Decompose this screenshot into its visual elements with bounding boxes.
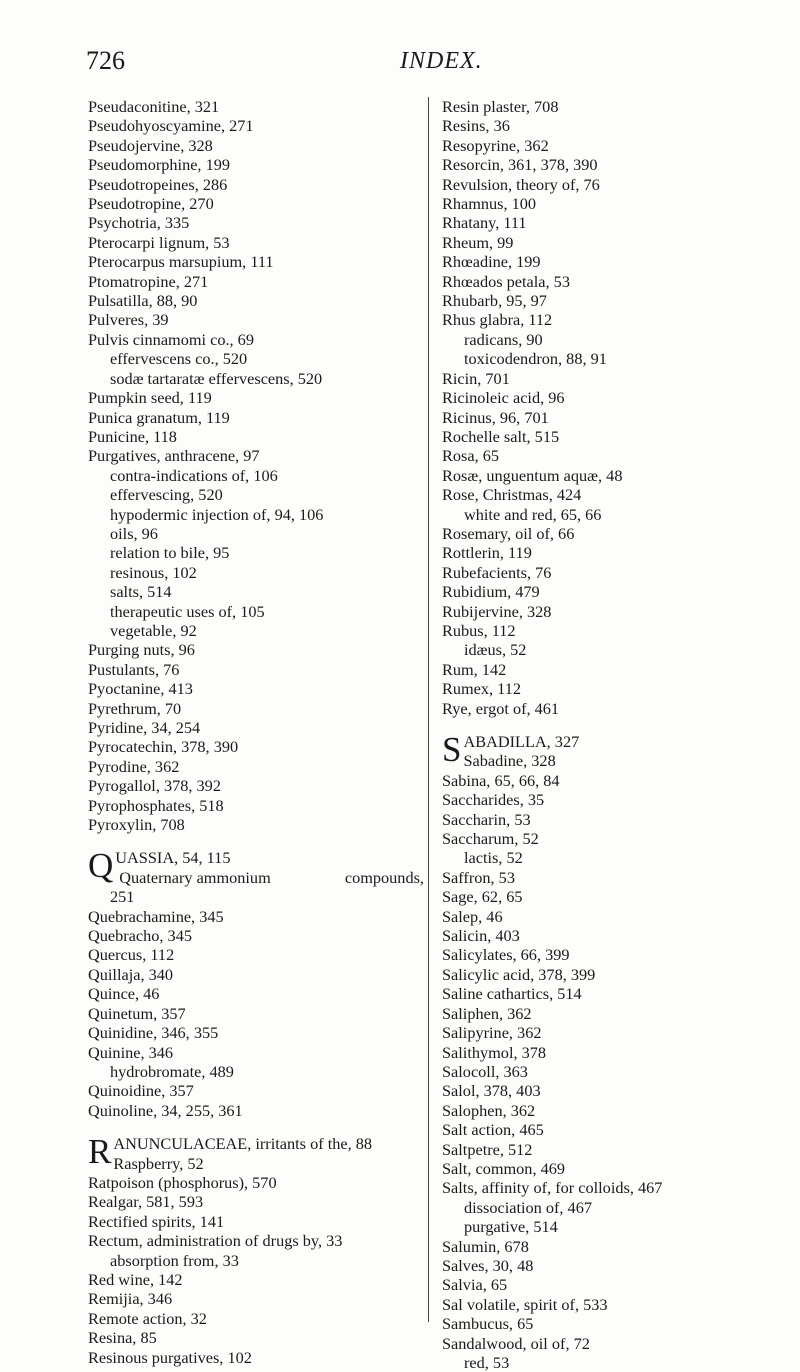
index-entry: Ratpoison (phosphorus), 570 xyxy=(88,1172,277,1192)
index-entry: Saccharides, 35 xyxy=(442,790,545,810)
index-entry: Rye, ergot of, 461 xyxy=(442,698,560,718)
index-entry: toxicodendron, 88, 91 xyxy=(464,349,607,369)
index-entry-raspberry: Raspberry, 52 xyxy=(113,1153,204,1173)
index-entry: Rubidium, 479 xyxy=(442,582,540,602)
index-entry: Resin plaster, 708 xyxy=(442,97,559,116)
index-entry: Ricinus, 96, 701 xyxy=(442,407,549,427)
index-entry: Pseudohyoscyamine, 271 xyxy=(88,116,254,136)
index-entry: Salt action, 465 xyxy=(442,1120,544,1140)
index-entry: Rosæ, unguentum aquæ, 48 xyxy=(442,465,623,485)
index-entry: Revulsion, theory of, 76 xyxy=(442,174,600,194)
index-entry: Rhamnus, 100 xyxy=(442,194,537,214)
q-section xyxy=(88,848,424,1120)
index-entry: Saliphen, 362 xyxy=(442,1003,532,1023)
index-entry: Rhubarb, 95, 97 xyxy=(442,291,547,311)
index-entry: Salts, affinity of, for colloids, 467 xyxy=(442,1178,663,1198)
index-entry: Salumin, 678 xyxy=(442,1236,529,1256)
index-entry: Rumex, 112 xyxy=(442,679,521,699)
index-entry: Salophen, 362 xyxy=(442,1100,536,1120)
index-entry: Sandalwood, oil of, 72 xyxy=(442,1333,590,1353)
index-entry: hypodermic injection of, 94, 106 xyxy=(110,504,324,524)
index-entry: Remijia, 346 xyxy=(88,1289,173,1309)
index-entry: Punica granatum, 119 xyxy=(88,407,230,427)
index-entry: Quercus, 112 xyxy=(88,945,175,965)
index-entry-quaternary-cont: 251 xyxy=(110,887,135,907)
index-entry: Pumpkin seed, 119 xyxy=(88,388,212,408)
index-entry: Salep, 46 xyxy=(442,906,503,926)
index-entry: purgative, 514 xyxy=(464,1217,558,1237)
r-dropcap: R xyxy=(88,1132,112,1172)
index-entry: Pyroxylin, 708 xyxy=(88,815,185,835)
index-entry: Psychotria, 335 xyxy=(88,213,190,233)
index-entry: Quinoline, 34, 255, 361 xyxy=(88,1100,243,1120)
index-entry: Pseudojervine, 328 xyxy=(88,135,213,155)
index-entry-quassia: UASSIA, 54, 115 xyxy=(115,848,231,868)
page-number: 726 xyxy=(86,46,125,75)
index-entry: Sal volatile, spirit of, 533 xyxy=(442,1294,608,1314)
index-entry: Sage, 62, 65 xyxy=(442,887,523,907)
index-entry: Rhœados petala, 53 xyxy=(442,271,570,291)
index-entry: Rosa, 65 xyxy=(442,446,499,466)
index-entry: Rhus glabra, 112 xyxy=(442,310,553,330)
index-entry: Saltpetre, 512 xyxy=(442,1139,533,1159)
index-entry: Sambucus, 65 xyxy=(442,1314,534,1334)
index-entry: Salicin, 403 xyxy=(442,926,520,946)
index-entry: Remote action, 32 xyxy=(88,1308,207,1328)
q-entries-list xyxy=(88,907,424,1120)
index-entry: Saccharin, 53 xyxy=(442,809,531,829)
running-title: INDEX. xyxy=(400,48,483,74)
index-entry: Sabina, 65, 66, 84 xyxy=(442,770,560,790)
index-entry: Rochelle salt, 515 xyxy=(442,426,560,446)
index-entry: Pulsatilla, 88, 90 xyxy=(88,291,198,311)
index-entry: effervescens co., 520 xyxy=(110,349,248,369)
index-entry-sabadine: Sabadine, 328 xyxy=(463,751,556,771)
index-entry: Pulvis cinnamomi co., 69 xyxy=(88,329,254,349)
page-header xyxy=(0,46,800,86)
index-entry: Quillaja, 340 xyxy=(88,964,174,984)
index-entry: Rosemary, oil of, 66 xyxy=(442,523,575,543)
index-entry: Pyoctanine, 413 xyxy=(88,679,193,699)
index-entry: Realgar, 581, 593 xyxy=(88,1192,204,1212)
index-entry: Pustulants, 76 xyxy=(88,659,180,679)
index-entry: Rectum, administration of drugs by, 33 xyxy=(88,1231,343,1251)
r-entries-list-right xyxy=(442,97,787,718)
index-column-left xyxy=(88,97,424,1367)
index-entry: Saffron, 53 xyxy=(442,867,515,887)
index-entry: red, 53 xyxy=(464,1353,510,1372)
r-section xyxy=(88,1134,424,1367)
index-entry: Salol, 378, 403 xyxy=(442,1081,541,1101)
index-entry-sabadilla: ABADILLA, 327 xyxy=(463,732,580,751)
index-entry: Rubijervine, 328 xyxy=(442,601,552,621)
index-entry: Salithymol, 378 xyxy=(442,1042,547,1062)
s-section xyxy=(442,732,787,1372)
s-dropcap: S xyxy=(442,730,462,769)
index-entry: effervescing, 520 xyxy=(110,485,223,505)
index-entry: Quinoidine, 357 xyxy=(88,1081,194,1101)
index-entry: Salipyrine, 362 xyxy=(442,1023,542,1043)
index-entry: dissociation of, 467 xyxy=(464,1197,592,1217)
index-entry: Saline cathartics, 514 xyxy=(442,984,582,1004)
index-entry: white and red, 65, 66 xyxy=(464,504,602,524)
index-entry: resinous, 102 xyxy=(110,562,197,582)
column-divider xyxy=(428,97,429,1322)
index-entry: Salicylic acid, 378, 399 xyxy=(442,964,596,984)
index-column-right xyxy=(442,97,787,1372)
s-entries-list xyxy=(442,771,787,1372)
index-entry: Salvia, 65 xyxy=(442,1275,508,1295)
index-entry-ranunculaceae: ANUNCULACEAE, irritants of the, 88 xyxy=(113,1134,373,1154)
index-entry: Resinous purgatives, 102 xyxy=(88,1347,252,1367)
p-entries-list xyxy=(88,97,424,834)
index-entry: Pyrogallol, 378, 392 xyxy=(88,776,221,796)
index-entry: Salves, 30, 48 xyxy=(442,1255,534,1275)
index-entry: Resorcin, 361, 378, 390 xyxy=(442,155,598,175)
index-entry: Pyrethrum, 70 xyxy=(88,698,182,718)
index-entry: vegetable, 92 xyxy=(110,620,197,640)
index-entry: Rum, 142 xyxy=(442,659,507,679)
index-entry: Purging nuts, 96 xyxy=(88,640,195,660)
index-entry: Pyrocatechin, 378, 390 xyxy=(88,737,239,757)
index-entry: Pterocarpus marsupium, 111 xyxy=(88,252,274,272)
index-entry: Salt, common, 469 xyxy=(442,1158,566,1178)
index-entry: Rhœadine, 199 xyxy=(442,252,541,272)
index-entry: contra-indications of, 106 xyxy=(110,465,278,485)
index-entry: absorption from, 33 xyxy=(110,1250,239,1270)
index-entry: Rose, Christmas, 424 xyxy=(442,485,582,505)
index-entry: Saccharum, 52 xyxy=(442,829,539,849)
index-entry: Rubus, 112 xyxy=(442,620,516,640)
index-entry: Rectified spirits, 141 xyxy=(88,1211,225,1231)
index-entry: Punicine, 118 xyxy=(88,426,177,446)
index-entry: Pseudotropine, 270 xyxy=(88,194,214,214)
index-entry: Pulveres, 39 xyxy=(88,310,169,330)
index-entry: Rhatany, 111 xyxy=(442,213,527,233)
index-entry: radicans, 90 xyxy=(464,329,543,349)
index-entry: salts, 514 xyxy=(110,582,172,602)
index-entry: Pyridine, 34, 254 xyxy=(88,718,201,737)
index-entry: Pseudaconitine, 321 xyxy=(88,97,220,116)
index-entry: Resopyrine, 362 xyxy=(442,135,549,155)
index-entry: idæus, 52 xyxy=(464,640,527,660)
index-entry: Purgatives, anthracene, 97 xyxy=(88,446,260,466)
index-entry: Ptomatropine, 271 xyxy=(88,271,209,291)
index-entry: Red wine, 142 xyxy=(88,1269,183,1289)
index-entry: relation to bile, 95 xyxy=(110,543,230,563)
index-entry: Resina, 85 xyxy=(88,1328,157,1348)
index-entry: sodæ tartaratæ effervescens, 520 xyxy=(110,368,323,388)
index-entry: Pseudotropeines, 286 xyxy=(88,174,228,194)
index-entry: oils, 96 xyxy=(110,523,158,543)
index-entry: Salicylates, 66, 399 xyxy=(442,945,570,965)
index-entry: Pyrophosphates, 518 xyxy=(88,795,224,815)
quaternary-left-text: Quaternary ammonium xyxy=(119,867,271,887)
index-entry: Rheum, 99 xyxy=(442,232,514,252)
q-dropcap: Q xyxy=(88,846,114,886)
index-entry: therapeutic uses of, 105 xyxy=(110,601,265,621)
r-entries-list xyxy=(88,1173,424,1367)
index-entry: Quinetum, 357 xyxy=(88,1003,186,1023)
index-entry: lactis, 52 xyxy=(464,848,523,868)
index-entry: Quebracho, 345 xyxy=(88,926,192,946)
index-entry: Quinidine, 346, 355 xyxy=(88,1023,219,1043)
index-entry: Quince, 46 xyxy=(88,984,160,1004)
index-entry: Resins, 36 xyxy=(442,116,510,136)
index-entry: Rubefacients, 76 xyxy=(442,562,552,582)
index-entry: Pterocarpi lignum, 53 xyxy=(88,232,230,252)
index-entry: Rottlerin, 119 xyxy=(442,543,532,563)
index-entry: Salocoll, 363 xyxy=(442,1061,528,1081)
index-entry: hydrobromate, 489 xyxy=(110,1061,234,1081)
index-entry: Quinine, 346 xyxy=(88,1042,174,1062)
quaternary-right-text: compounds, xyxy=(344,867,424,887)
index-entry: Ricinoleic acid, 96 xyxy=(442,388,565,408)
index-entry-quaternary xyxy=(115,868,424,887)
index-entry: Pyrodine, 362 xyxy=(88,756,180,776)
index-entry: Pseudomorphine, 199 xyxy=(88,155,230,175)
index-entry: Ricin, 701 xyxy=(442,368,510,388)
index-entry: Quebrachamine, 345 xyxy=(88,906,224,926)
